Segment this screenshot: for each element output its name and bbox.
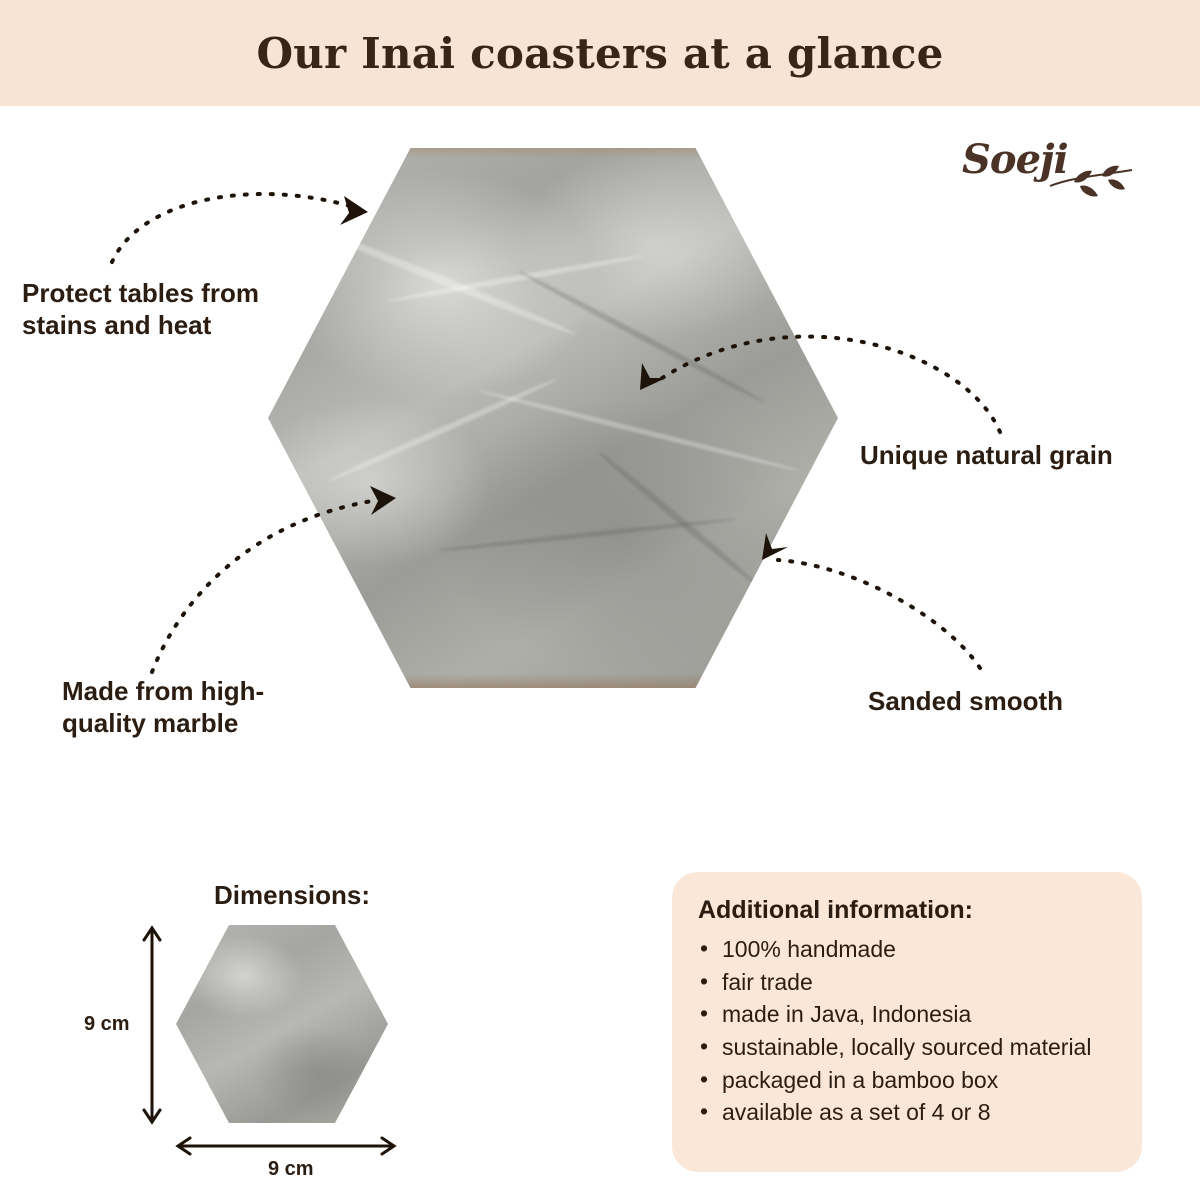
dimensions-thumbnail — [176, 925, 388, 1123]
hexagon-coaster-shape — [268, 148, 838, 688]
brand-logo — [962, 130, 1162, 210]
coaster-bottom-edge — [268, 674, 838, 688]
list-item: • packaged in a bamboo box — [698, 1064, 1116, 1097]
page-title: Our Inai coasters at a glance — [256, 28, 944, 78]
list-item: • 100% handmade — [698, 933, 1116, 966]
product-image-hero — [268, 148, 838, 688]
hexagon-coaster-small-shape — [176, 925, 388, 1123]
list-item: • available as a set of 4 or 8 — [698, 1096, 1116, 1129]
additional-information-title: Additional information: — [698, 896, 973, 924]
dimension-width-label: 9 cm — [268, 1158, 314, 1180]
additional-information-list — [698, 933, 1116, 1129]
callout-marble: Made from high-quality marble — [62, 676, 265, 738]
additional-information-card — [672, 872, 1142, 1172]
dimension-height-label: 9 cm — [84, 1013, 130, 1035]
dimensions-title: Dimensions: — [214, 880, 371, 910]
callout-protect: Protect tables from stains and heat — [22, 278, 259, 340]
brand-name: Soeji — [962, 136, 1068, 183]
callout-grain: Unique natural grain — [860, 440, 1113, 470]
list-item: • sustainable, locally sourced material — [698, 1031, 1116, 1064]
header-banner — [0, 0, 1200, 106]
list-item: • made in Java, Indonesia — [698, 998, 1116, 1031]
coaster-top-edge — [268, 148, 838, 158]
list-item: • fair trade — [698, 966, 1116, 999]
callout-sanded: Sanded smooth — [868, 686, 1064, 716]
